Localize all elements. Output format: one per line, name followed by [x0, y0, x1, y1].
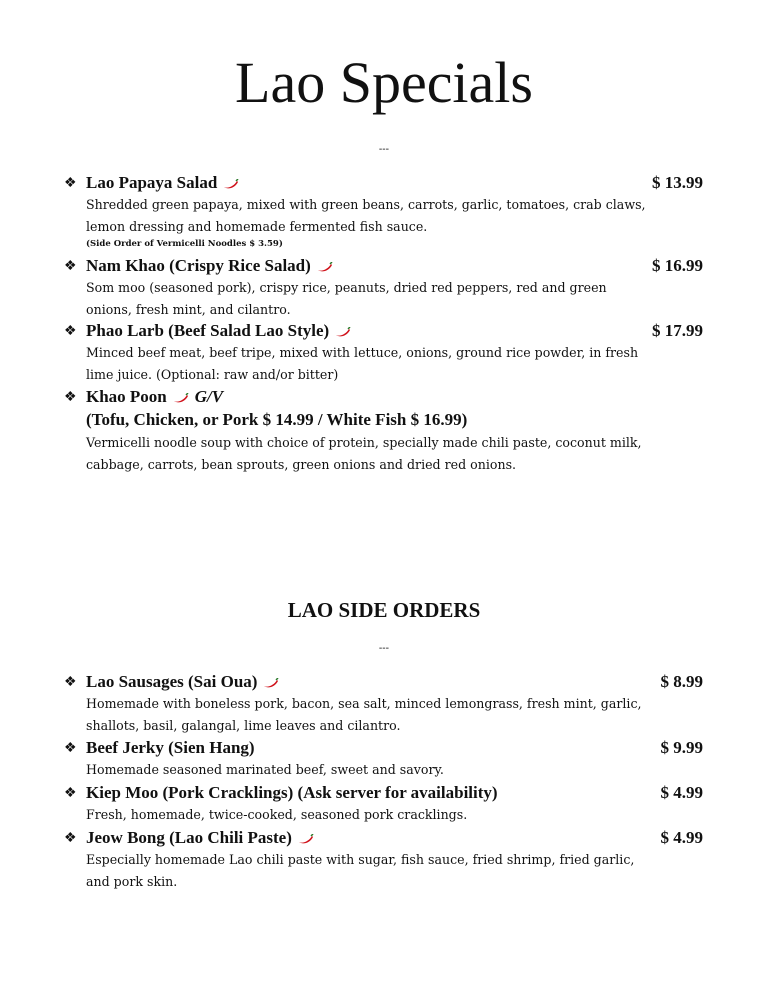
- chili-pepper-icon: [173, 387, 189, 409]
- item-name: Nam Khao (Crispy Rice Salad): [86, 256, 311, 275]
- item-description: Homemade seasoned marinated beef, sweet and savory.: [86, 762, 444, 777]
- menu-item: [64, 172, 714, 251]
- item-price: $ 17.99: [652, 321, 703, 340]
- item-name: Kiep Moo (Pork Cracklings) (Ask server for availability): [86, 783, 498, 802]
- diamond-bullet-icon: ❖: [64, 323, 77, 339]
- item-note: (Side Order of Vermicelli Noodles $ 3.59): [86, 239, 283, 249]
- diamond-bullet-icon: ❖: [64, 258, 77, 274]
- menu-item: [64, 386, 714, 475]
- chili-pepper-icon: [263, 672, 279, 694]
- section-heading: LAO SIDE ORDERS: [287, 598, 481, 622]
- item-description: Som moo (seasoned pork), crispy rice, peanuts, dried red peppers, red and green onions, fresh mint, and cilantro.: [86, 280, 607, 317]
- chili-pepper-icon: [223, 173, 239, 195]
- item-description: Especially homemade Lao chili paste with sugar, fish sauce, fried shrimp, fried garlic, and pork skin.: [86, 852, 635, 889]
- diamond-bullet-icon: ❖: [64, 674, 77, 690]
- chili-pepper-icon: [335, 321, 351, 343]
- diamond-bullet-icon: ❖: [64, 175, 77, 191]
- chili-pepper-icon: [317, 256, 333, 278]
- item-name: Phao Larb (Beef Salad Lao Style): [86, 321, 330, 340]
- menu-item: [64, 782, 714, 826]
- menu-item: [64, 320, 714, 385]
- item-price: $ 9.99: [660, 738, 703, 757]
- item-price-options: (Tofu, Chicken, or Pork $ 14.99 / White Fish $ 16.99): [86, 410, 468, 429]
- menu-item: [64, 671, 714, 736]
- item-price: $ 4.99: [660, 828, 703, 847]
- section-divider: ---: [378, 643, 390, 654]
- diamond-bullet-icon: ❖: [64, 740, 77, 756]
- item-price: $ 8.99: [660, 672, 703, 691]
- item-price: $ 4.99: [660, 783, 703, 802]
- item-name: Jeow Bong (Lao Chili Paste): [86, 828, 292, 847]
- page-title: Lao Specials: [235, 50, 533, 115]
- menu-item: [64, 827, 714, 892]
- diamond-bullet-icon: ❖: [64, 830, 77, 846]
- dietary-tag: G/V: [194, 387, 224, 406]
- item-description: Shredded green papaya, mixed with green beans, carrots, garlic, tomatoes, crab claws, lemon dressing and homemade fermented fish sauce.: [86, 197, 646, 234]
- item-name: Beef Jerky (Sien Hang): [86, 738, 255, 757]
- item-price: $ 13.99: [652, 173, 703, 192]
- menu-item: [64, 255, 714, 320]
- chili-pepper-icon: [298, 828, 314, 850]
- title-divider: ---: [378, 144, 390, 155]
- item-description: Fresh, homemade, twice-cooked, seasoned pork cracklings.: [86, 807, 468, 822]
- item-description: Minced beef meat, beef tripe, mixed with lettuce, onions, ground rice powder, in fresh lime juice. (Optional: raw and/or bitter): [86, 345, 639, 382]
- item-description: Homemade with boneless pork, bacon, sea salt, minced lemongrass, fresh mint, garlic, shallots, basil, galangal, lime leaves and cilantro.: [86, 696, 642, 733]
- item-name: Lao Papaya Salad: [86, 173, 218, 192]
- item-name: Khao Poon: [86, 387, 167, 406]
- diamond-bullet-icon: ❖: [64, 389, 77, 405]
- diamond-bullet-icon: ❖: [64, 785, 77, 801]
- menu-item: [64, 737, 714, 781]
- item-name: Lao Sausages (Sai Oua): [86, 672, 258, 691]
- item-price: $ 16.99: [652, 256, 703, 275]
- item-description: Vermicelli noodle soup with choice of protein, specially made chili paste, coconut milk, cabbage, carrots, bean sprouts, green onions and dried red onions.: [86, 435, 642, 472]
